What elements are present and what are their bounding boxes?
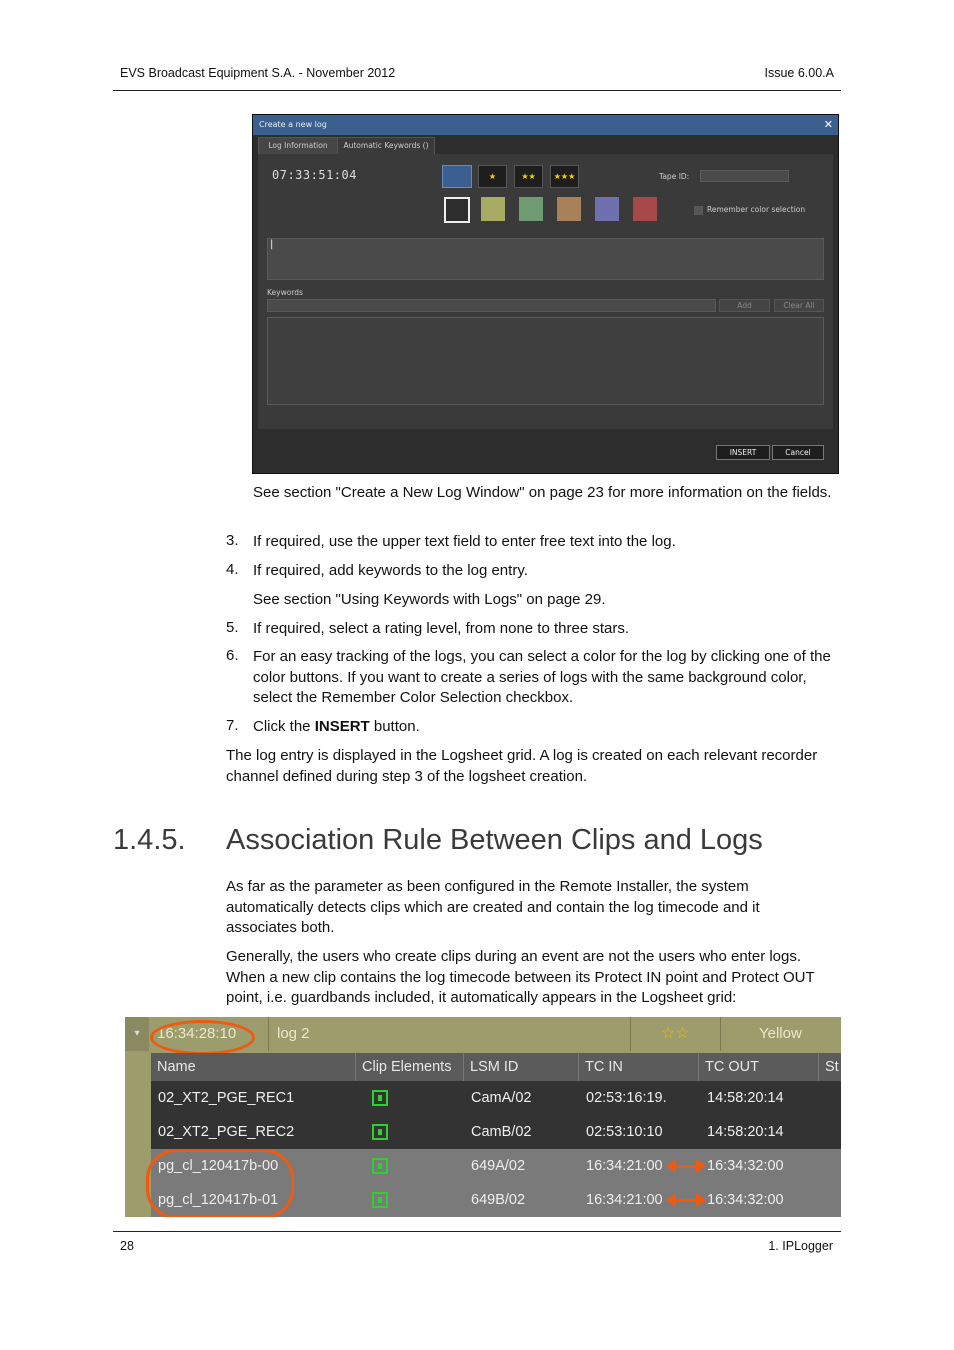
lsm-id: 649A/02: [471, 1158, 526, 1174]
clip-name: 02_XT2_PGE_REC2: [158, 1124, 295, 1140]
tc-out: 14:58:20:14: [707, 1124, 784, 1140]
remember-color-label: Remember color selection: [707, 205, 806, 214]
step-number: 6.: [226, 647, 239, 664]
column-header-name[interactable]: Name: [151, 1053, 356, 1081]
running-header-left: EVS Broadcast Equipment S.A. - November 2012: [120, 66, 396, 80]
keywords-list[interactable]: [267, 317, 824, 405]
dialog-reference-text: See section "Create a New Log Window" on page 23 for more information on the fields.: [253, 484, 832, 501]
step7-prefix: Click the: [253, 718, 315, 735]
color-yellow-swatch[interactable]: [481, 197, 505, 221]
footer-rule: [113, 1231, 841, 1232]
header-divider: [720, 1017, 721, 1051]
color-none-swatch[interactable]: [444, 197, 470, 223]
remember-color-checkbox[interactable]: [694, 206, 703, 215]
clip-name: pg_cl_120417b-00: [158, 1158, 279, 1174]
add-keyword-button[interactable]: Add: [719, 299, 770, 312]
paragraph: As far as the parameter as been configured in the Remote Installer, the system automatically detects clips which are created and contain the log timecode and it associates both.: [226, 878, 760, 936]
dialog-title-bar: [253, 115, 838, 135]
color-orange-swatch[interactable]: [557, 197, 581, 221]
log-info-panel: [258, 154, 833, 429]
column-header-status[interactable]: St: [819, 1053, 841, 1081]
running-header-right: Issue 6.00.A: [764, 66, 834, 80]
tc-range-arrow-icon: [675, 1199, 697, 1202]
clip-element-icon: [372, 1124, 388, 1140]
log-timecode: 16:34:28:10: [157, 1025, 237, 1042]
clip-element-icon: [372, 1158, 388, 1174]
close-icon[interactable]: ✕: [823, 118, 833, 131]
step-note: See section "Using Keywords with Logs" on page 29.: [253, 591, 606, 608]
keywords-label: Keywords: [267, 288, 303, 297]
insert-button[interactable]: INSERT: [716, 445, 770, 460]
tc-out: 16:34:32:00: [707, 1192, 784, 1208]
table-row[interactable]: [151, 1081, 841, 1115]
keywords-input[interactable]: [267, 299, 716, 312]
log-name: log 2: [277, 1025, 310, 1042]
step-number: 3.: [226, 532, 239, 549]
step-text: For an easy tracking of the logs, you can select a color for the log by clicking one of the color buttons. If you want to create a series of logs with the same background color, select the Remember Color Selection checkbox.: [253, 648, 831, 706]
paragraph: Generally, the users who create clips during an event are not the users who enter logs. When a new clip contains the log timecode between its Protect IN point and Protect OUT point, i.e. guardbands included, it automatically appears in the Logsheet grid:: [226, 948, 815, 1006]
clip-name: pg_cl_120417b-01: [158, 1192, 279, 1208]
header-divider: [630, 1017, 631, 1051]
cancel-button[interactable]: Cancel: [772, 445, 824, 460]
tc-in: 16:34:21:00: [586, 1192, 663, 1208]
rating-none-button[interactable]: [442, 165, 472, 188]
tc-in: 16:34:21:00: [586, 1158, 663, 1174]
tc-in: 02:53:16:19.: [586, 1090, 667, 1106]
header-divider: [268, 1017, 269, 1051]
clip-names-highlight-oval: [146, 1149, 294, 1217]
column-header-clip-elements[interactable]: Clip Elements: [356, 1053, 464, 1081]
color-green-swatch[interactable]: [519, 197, 543, 221]
step7-insert-keyword: INSERT: [314, 718, 370, 735]
tc-range-arrow-icon: [675, 1165, 697, 1168]
step7-suffix: button.: [369, 718, 420, 735]
color-red-swatch[interactable]: [633, 197, 657, 221]
collapse-icon[interactable]: ▾: [125, 1017, 149, 1051]
column-header-tc-in[interactable]: TC IN: [579, 1053, 699, 1081]
create-log-dialog-screenshot: [252, 114, 839, 474]
timecode-display: 07:33:51:04: [272, 168, 357, 182]
step-text: If required, add keywords to the log entry.: [253, 562, 528, 579]
rating-one-star-button[interactable]: ★: [478, 165, 507, 188]
tc-in: 02:53:10:10: [586, 1124, 663, 1140]
paragraph: The log entry is displayed in the Logsheet grid. A log is created on each relevant recorder channel defined during step 3 of the logsheet creation.: [226, 747, 818, 785]
chapter-name: 1. IPLogger: [768, 1239, 833, 1253]
tc-out: 16:34:32:00: [707, 1158, 784, 1174]
section-title: Association Rule Between Clips and Logs: [226, 824, 763, 856]
step-number: 4.: [226, 561, 239, 578]
lsm-id: 649B/02: [471, 1192, 526, 1208]
tc-out: 14:58:20:14: [707, 1090, 784, 1106]
tab-log-information[interactable]: Log Information: [258, 137, 338, 155]
logsheet-grid-screenshot: [125, 1017, 841, 1217]
step-number: 7.: [226, 717, 239, 734]
rating-two-stars-button[interactable]: ★★: [514, 165, 543, 188]
step-text: If required, select a rating level, from none to three stars.: [253, 620, 630, 637]
tab-automatic-keywords[interactable]: Automatic Keywords (): [337, 137, 435, 155]
page-number: 28: [120, 1239, 134, 1253]
dialog-title: Create a new log: [259, 120, 327, 129]
free-text-input[interactable]: [267, 238, 824, 280]
step-number: 5.: [226, 619, 239, 636]
log-color-name: Yellow: [759, 1025, 802, 1042]
table-row[interactable]: [151, 1115, 841, 1149]
rating-three-stars-button[interactable]: ★★★: [550, 165, 579, 188]
step-text: If required, use the upper text field to enter free text into the log.: [253, 533, 676, 550]
clear-all-button[interactable]: Clear All: [774, 299, 824, 312]
column-header-tc-out[interactable]: TC OUT: [699, 1053, 819, 1081]
section-number: 1.4.5.: [113, 824, 186, 856]
tape-id-label: Tape ID:: [659, 172, 690, 181]
clip-element-icon: [372, 1192, 388, 1208]
tape-id-input[interactable]: [700, 170, 789, 182]
lsm-id: CamA/02: [471, 1090, 532, 1106]
timecode-highlight-oval: [150, 1020, 255, 1055]
step-text: [253, 717, 838, 738]
text-cursor: |: [270, 239, 274, 250]
header-rule: [113, 90, 841, 91]
column-header-lsm-id[interactable]: LSM ID: [464, 1053, 579, 1081]
rating-stars-icon: ☆☆: [661, 1025, 690, 1042]
color-blue-swatch[interactable]: [595, 197, 619, 221]
clip-element-icon: [372, 1090, 388, 1106]
clip-name: 02_XT2_PGE_REC1: [158, 1090, 295, 1106]
lsm-id: CamB/02: [471, 1124, 532, 1140]
